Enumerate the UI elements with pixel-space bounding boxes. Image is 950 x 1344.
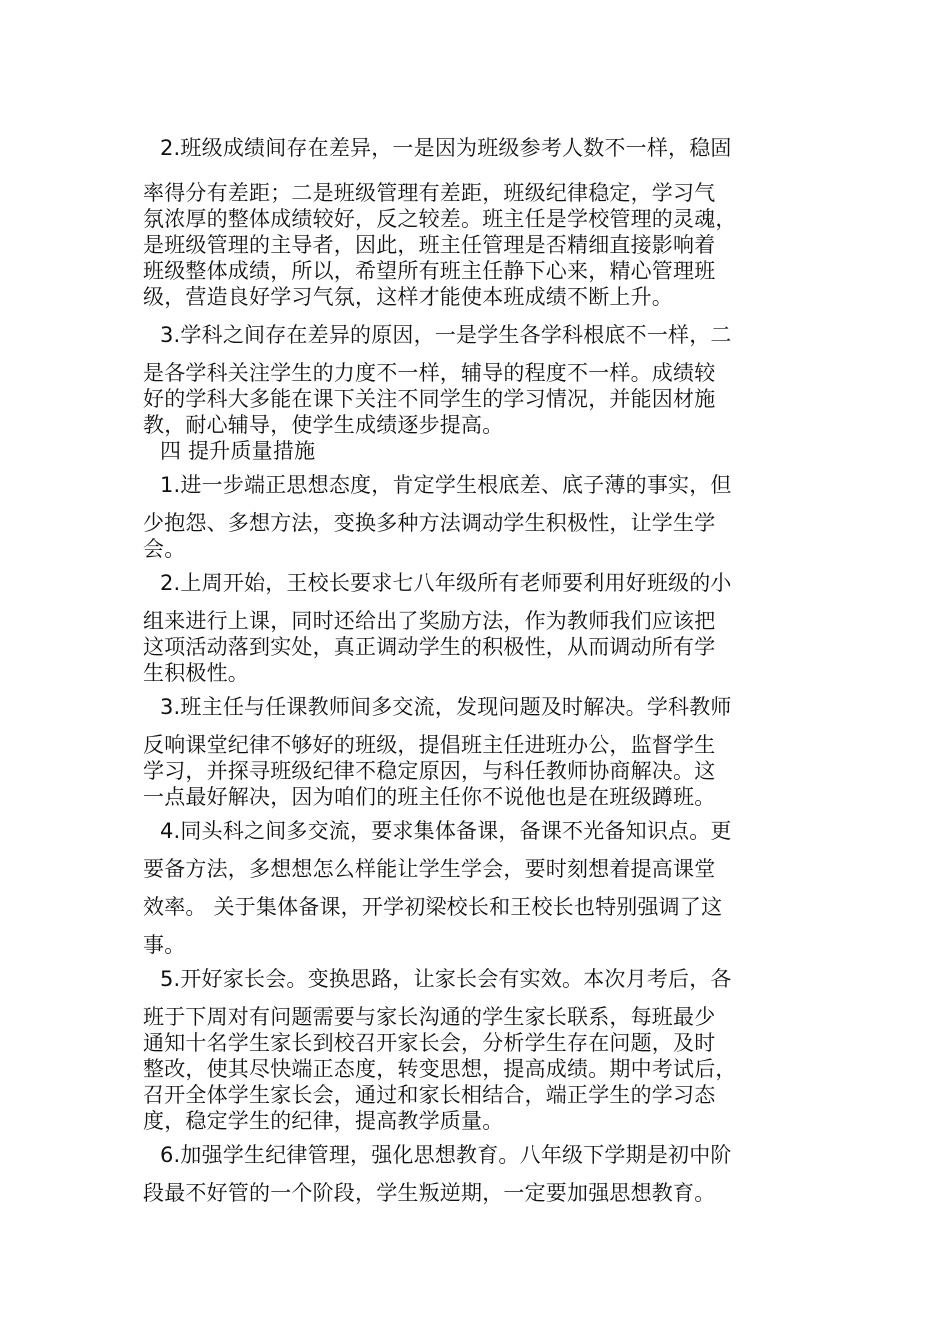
text-line: 班于下周对有问题需要与家长沟通的学生家长联系，每班最少	[143, 1005, 716, 1029]
text-line: 度，稳定学生的纪律，提高教学质量。	[143, 1109, 504, 1133]
text-line: 效率。 关于集体备课，开学初梁校长和王校长也特别强调了这	[143, 895, 723, 919]
text-line: 反响课堂纪律不够好的班级，提倡班主任进班办公，监督学生	[143, 733, 716, 757]
text-line: 少抱怨、多想方法，变换多种方法调动学生积极性，让学生学	[143, 511, 716, 535]
text-line: 整改，使其尽快端正态度，转变思想，提高成绩。期中考试后，	[143, 1057, 737, 1081]
text-line: 6.加强学生纪律管理，强化思想教育。八年级下学期是初中阶	[160, 1143, 732, 1167]
text-line: 4.同头科之间多交流，要求集体备课，备课不光备知识点。更	[160, 819, 732, 843]
section-heading: 四 提升质量措施	[160, 439, 316, 463]
text-line: 会。	[143, 537, 186, 561]
text-line: 2.班级成绩间存在差异，一是因为班级参考人数不一样，稳固	[160, 136, 732, 160]
text-line: 2.上周开始，王校长要求七八年级所有老师要利用好班级的小	[160, 571, 732, 595]
text-line: 召开全体学生家长会，通过和家长相结合，端正学生的学习态	[143, 1083, 716, 1107]
text-line: 是各学科关注学生的力度不一样，辅导的程度不一样。成绩较	[143, 361, 716, 385]
text-line: 组来进行上课，同时还给出了奖励方法，作为教师我们应该把	[143, 609, 716, 633]
text-line: 1.进一步端正思想态度，肯定学生根底差、底子薄的事实，但	[160, 473, 732, 497]
text-line: 3.学科之间存在差异的原因，一是学生各学科根底不一样，二	[160, 323, 732, 347]
text-line: 生积极性。	[143, 661, 249, 685]
text-line: 事。	[143, 933, 186, 957]
text-line: 学习，并探寻班级纪律不稳定原因，与科任教师协商解决。这	[143, 759, 716, 783]
text-line: 班级整体成绩，所以，希望所有班主任静下心来，精心管理班	[143, 259, 716, 283]
text-line: 级，营造良好学习气氛，这样才能使本班成绩不断上升。	[143, 285, 673, 309]
text-line: 率得分有差距；二是班级管理有差距，班级纪律稳定，学习气	[143, 181, 716, 205]
text-line: 氛浓厚的整体成绩较好，反之较差。班主任是学校管理的灵魂，	[143, 207, 737, 231]
text-line: 好的学科大多能在课下关注不同学生的学习情况，并能因材施	[143, 387, 716, 411]
text-line: 通知十名学生家长到校召开家长会，分析学生存在问题，及时	[143, 1031, 716, 1055]
text-line: 这项活动落到实处，真正调动学生的积极性，从而调动所有学	[143, 635, 716, 659]
text-line: 5.开好家长会。变换思路，让家长会有实效。本次月考后，各	[160, 967, 732, 991]
text-line: 段最不好管的一个阶段，学生叛逆期，一定要加强思想教育。	[143, 1181, 716, 1205]
text-line: 3.班主任与任课教师间多交流，发现问题及时解决。学科教师	[160, 695, 732, 719]
text-line: 要备方法，多想想怎么样能让学生学会，要时刻想着提高课堂	[143, 857, 716, 881]
text-line: 一点最好解决，因为咱们的班主任你不说他也是在班级蹲班。	[143, 785, 716, 809]
text-line: 是班级管理的主导者，因此，班主任管理是否精细直接影响着	[143, 233, 716, 257]
text-line: 教，耐心辅导，使学生成绩逐步提高。	[143, 413, 504, 437]
